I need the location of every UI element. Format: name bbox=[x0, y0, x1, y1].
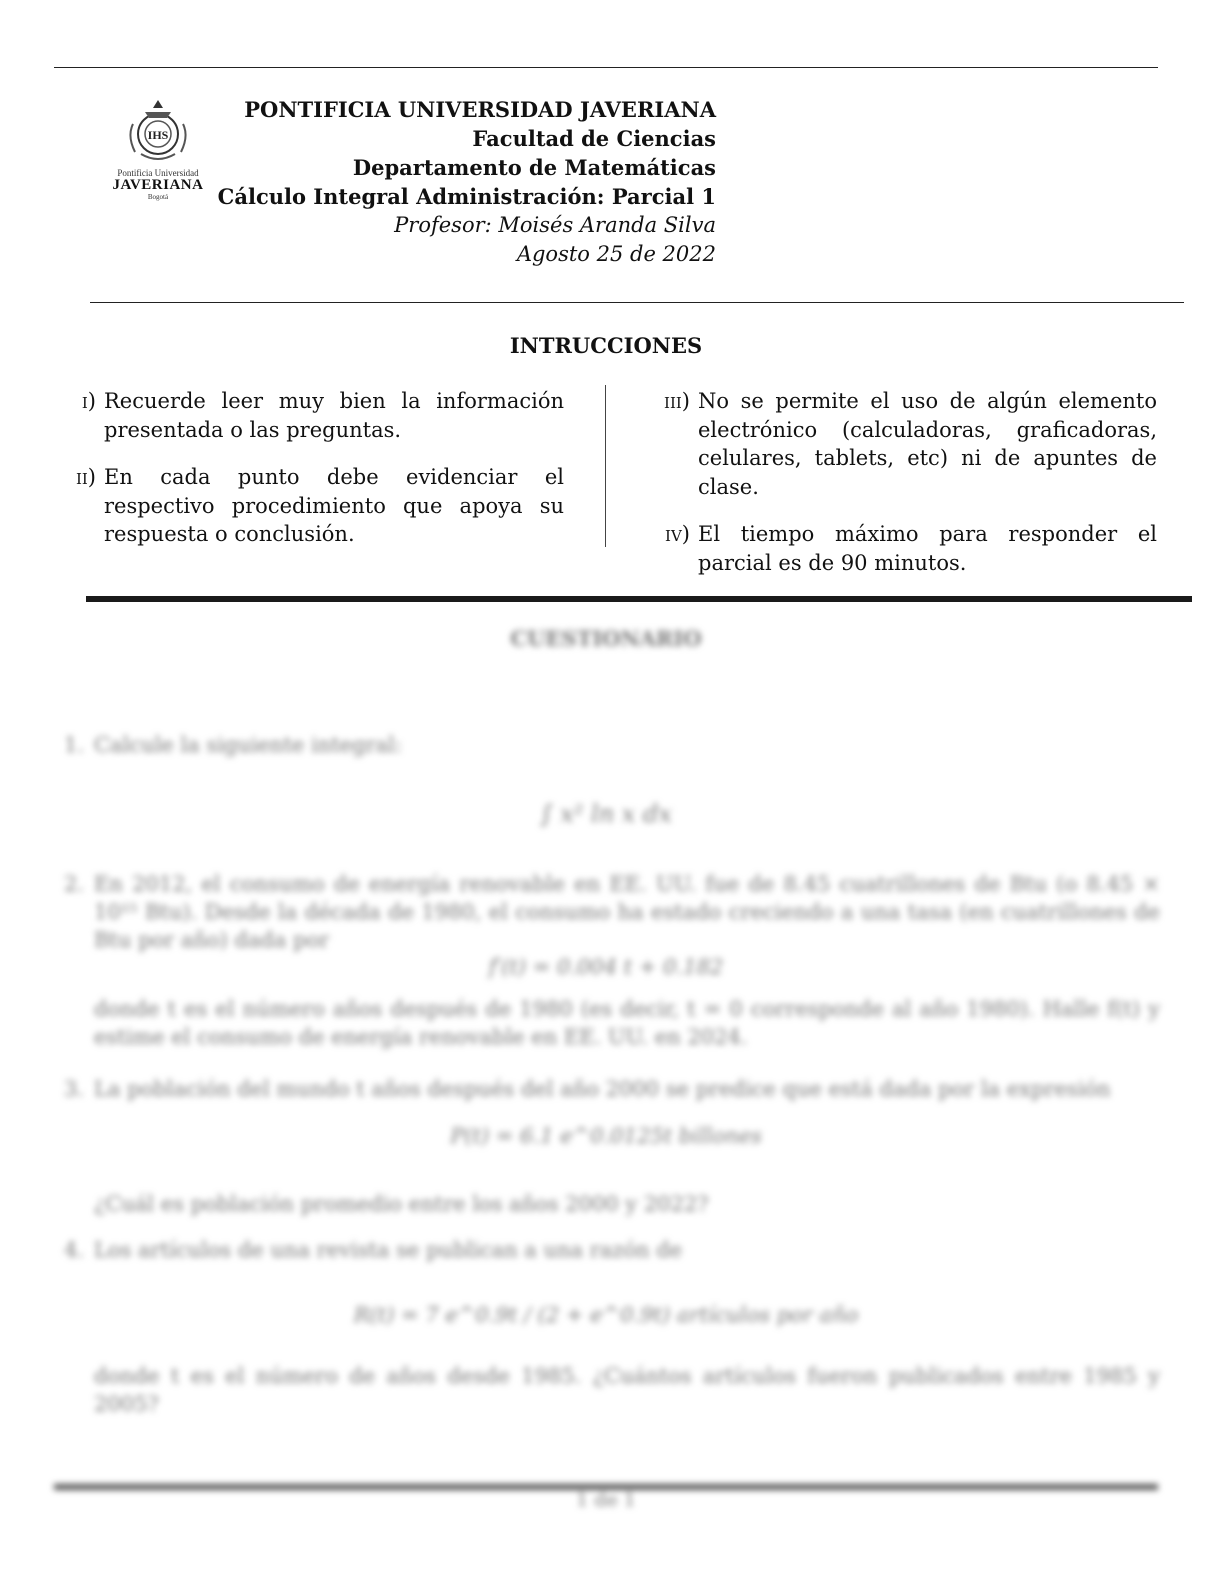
question-text: La población del mundo t años después del año 2000 se predice que está dada por la expresión bbox=[94, 1077, 1111, 1101]
question-number: 4. bbox=[64, 1238, 85, 1262]
column-divider bbox=[605, 385, 606, 547]
header-rule bbox=[90, 302, 1184, 303]
question-4 bbox=[64, 1236, 1160, 1264]
question-1-formula: ∫ x² ln x dx bbox=[540, 800, 672, 828]
question-1 bbox=[64, 731, 1160, 759]
question-3 bbox=[64, 1075, 1160, 1103]
question-4-continuation bbox=[64, 1362, 1160, 1418]
professor-name: Profesor: Moisés Aranda Silva bbox=[394, 213, 716, 237]
instruction-text: El tiempo máximo para responder el parcial es de 90 minutos. bbox=[698, 522, 1157, 575]
instruction-item bbox=[52, 387, 564, 444]
faculty-name: Facultad de Ciencias bbox=[472, 126, 716, 151]
university-logo bbox=[104, 96, 212, 214]
question-text: ¿Cuál es población promedio entre los años 2000 y 2022? bbox=[94, 1192, 709, 1216]
university-name: PONTIFICIA UNIVERSIDAD JAVERIANA bbox=[244, 97, 716, 122]
questionnaire-title: CUESTIONARIO bbox=[510, 626, 702, 651]
logo-line-2: JAVERIANA bbox=[112, 177, 204, 193]
question-text: Calcule la siguiente integral: bbox=[94, 733, 402, 757]
question-2-formula: f′(t) = 0.004 t + 0.182 bbox=[488, 955, 724, 979]
top-rule bbox=[54, 67, 1158, 68]
logo-line-3: Bogotá bbox=[147, 193, 169, 201]
question-number: 2. bbox=[64, 872, 85, 896]
svg-text:IHS: IHS bbox=[147, 128, 169, 142]
section-thick-rule bbox=[86, 596, 1192, 602]
question-3-continuation bbox=[64, 1190, 1160, 1218]
instruction-item bbox=[52, 463, 564, 549]
question-text: Los artículos de una revista se publican a una razón de bbox=[94, 1238, 683, 1262]
instruction-number: iii) bbox=[664, 389, 690, 413]
instruction-number: ii) bbox=[75, 465, 96, 489]
instructions-left-column bbox=[52, 387, 564, 568]
instruction-item bbox=[638, 387, 1157, 501]
question-2 bbox=[64, 870, 1160, 954]
instructions-right-column bbox=[638, 387, 1157, 596]
department-name: Departamento de Matemáticas bbox=[352, 155, 716, 180]
instruction-text: No se permite el uso de algún elemento electrónico (calculadoras, graficadoras, celulares, tablets, etc) ni de apuntes de clase. bbox=[698, 389, 1157, 499]
exam-header bbox=[218, 95, 716, 269]
question-3-formula: P(t) = 6.1 e^0.0125t billones bbox=[450, 1124, 762, 1148]
question-4-formula: R(t) = 7 e^0.9t / (2 + e^0.9t) artículos por año bbox=[353, 1303, 859, 1327]
instructions-title: INTRUCCIONES bbox=[509, 333, 703, 358]
question-text: donde t es el número de años desde 1985. ¿Cuántos artículos fueron publicados entre 1985 y 2005? bbox=[94, 1364, 1160, 1416]
question-number: 3. bbox=[64, 1077, 85, 1101]
instruction-item bbox=[638, 520, 1157, 577]
question-2-continuation bbox=[64, 995, 1160, 1051]
instruction-number: i) bbox=[81, 389, 96, 413]
question-text: donde t es el número años después de 1980 (es decir, t = 0 corresponde al año 1980). Halle f(t) y estime el consumo de energía renovable en EE. UU. en 2024. bbox=[94, 997, 1160, 1049]
question-number: 1. bbox=[64, 733, 85, 757]
page-number: 1 de 1 bbox=[576, 1489, 636, 1511]
exam-date: Agosto 25 de 2022 bbox=[516, 242, 716, 266]
instruction-text: Recuerde leer muy bien la información presentada o las preguntas. bbox=[104, 389, 564, 442]
course-title: Cálculo Integral Administración: Parcial 1 bbox=[217, 184, 716, 209]
instruction-number: iv) bbox=[665, 522, 690, 546]
instruction-text: En cada punto debe evidenciar el respectivo procedimiento que apoya su respuesta o conclusión. bbox=[104, 465, 564, 546]
question-text: En 2012, el consumo de energía renovable en EE. UU. fue de 8.45 cuatrillones de Btu (o 8.45 × 10¹⁵ Btu). Desde la década de 1980, el consumo ha estado creciendo a una tasa (en cuatrillones de Btu por año) dada por bbox=[94, 872, 1160, 952]
logo-line-1: Pontificia Universidad bbox=[117, 168, 199, 178]
crest-icon bbox=[123, 96, 193, 166]
